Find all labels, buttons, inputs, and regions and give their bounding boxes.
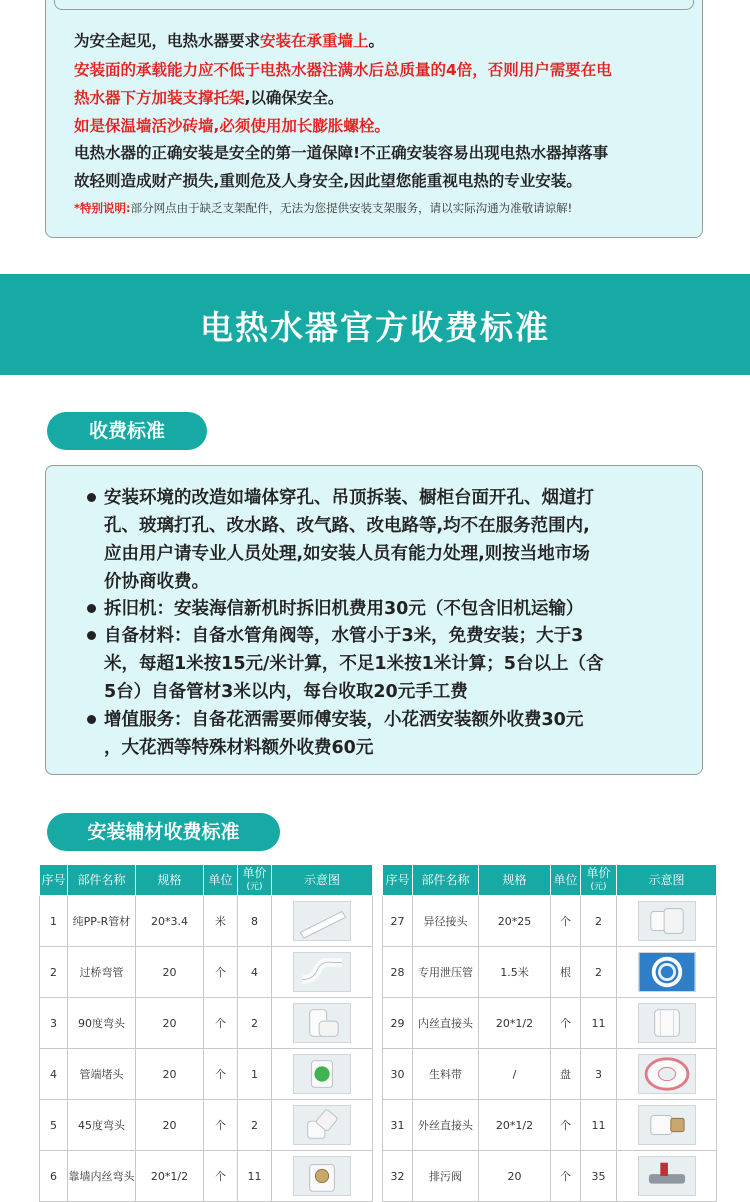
- cell-image: [272, 1100, 373, 1151]
- cell-price: 11: [581, 1100, 617, 1151]
- cell-price: 11: [238, 1151, 272, 1202]
- safety-line-6: 故轻则造成财产损失,重则危及人身安全,因此望您能重视电热的专业安装。: [74, 172, 582, 190]
- header-name: 部件名称: [68, 865, 136, 896]
- materials-table-right: [382, 864, 717, 1202]
- cell-spec: 20: [479, 1151, 551, 1202]
- cell-image: [272, 1151, 373, 1202]
- cell-image: [272, 1049, 373, 1100]
- cell-spec: 1.5米: [479, 947, 551, 998]
- table-row: [40, 1151, 373, 1202]
- cell-spec: 20*1/2: [479, 998, 551, 1049]
- cell-name: 排污阀: [413, 1151, 479, 1202]
- cell-no: 28: [383, 947, 413, 998]
- cell-image: [617, 1100, 717, 1151]
- safety-line-4: 如是保温墙活沙砖墙,必须使用加长膨胀螺栓。: [74, 117, 390, 135]
- cell-image: [617, 947, 717, 998]
- table-row: [383, 1100, 717, 1151]
- cell-unit: 个: [551, 1100, 581, 1151]
- special-note: *特别说明:部分网点由于缺乏支架配件，无法为您提供安装支架服务，请以实际沟通为准敬请谅解!: [74, 201, 573, 215]
- fee-line-own-material: 自备材料：自备水管角阀等，水管小于3米，免费安装；大于3: [104, 626, 584, 646]
- reducer-icon: [638, 901, 696, 941]
- fee-line-old-removal: 拆旧机：安装海信新机时拆旧机费用30元（不包含旧机运输）: [104, 599, 584, 619]
- cell-unit: 米: [204, 896, 238, 947]
- bullet-icon: [87, 604, 96, 613]
- cell-no: 3: [40, 998, 68, 1049]
- header-price: 单价 (元): [581, 865, 617, 896]
- cell-image: [617, 1049, 717, 1100]
- cell-no: 30: [383, 1049, 413, 1100]
- cell-unit: 个: [551, 896, 581, 947]
- cell-price: 1: [238, 1049, 272, 1100]
- safety-inner-frame: [54, 0, 694, 10]
- table-row: [40, 896, 373, 947]
- banner-title: 电热水器官方收费标准: [200, 308, 550, 347]
- cell-unit: 盘: [551, 1049, 581, 1100]
- fee-standard-tag: 收费标准: [47, 412, 207, 450]
- header-image: 示意图: [617, 865, 717, 896]
- fee-line: 安装环境的改造如墙体穿孔、吊顶拆装、橱柜台面开孔、烟道打: [104, 488, 594, 508]
- bullet-icon: [87, 631, 96, 640]
- fee-line: 孔、玻璃打孔、改水路、改气路、改电路等,均不在服务范围内,: [104, 516, 590, 536]
- cell-spec: 20: [136, 998, 204, 1049]
- cell-unit: 个: [204, 1151, 238, 1202]
- table-header-row: [383, 865, 717, 896]
- cell-no: 1: [40, 896, 68, 947]
- cell-no: 5: [40, 1100, 68, 1151]
- cell-unit: 个: [204, 1049, 238, 1100]
- fee-line: 价协商收费。: [104, 572, 209, 592]
- cell-image: [272, 947, 373, 998]
- cell-price: 4: [238, 947, 272, 998]
- table-row: [383, 947, 717, 998]
- cell-no: 31: [383, 1100, 413, 1151]
- fee-standard-banner: [0, 274, 750, 375]
- wall-elbow-icon: [293, 1156, 351, 1196]
- header-unit: 单位: [204, 865, 238, 896]
- table-row: [40, 947, 373, 998]
- cell-name: 过桥弯管: [68, 947, 136, 998]
- table-row: [40, 1100, 373, 1151]
- cell-name: 专用泄压管: [413, 947, 479, 998]
- safety-line-3: 热水器下方加装支撑托架,以确保安全。: [74, 89, 344, 107]
- safety-notice-box: [45, 0, 703, 238]
- cell-spec: 20*25: [479, 896, 551, 947]
- cell-price: 2: [238, 998, 272, 1049]
- bullet-icon: [87, 715, 96, 724]
- fee-line-value-added: 增值服务：自备花洒需要师傅安装，小花洒安装额外收费30元: [104, 710, 584, 730]
- table-row: [383, 998, 717, 1049]
- cell-unit: 个: [204, 947, 238, 998]
- fee-line: 5台）自备管材3米以内，每台收取20元手工费: [104, 682, 468, 702]
- cell-spec: 20: [136, 1100, 204, 1151]
- header-name: 部件名称: [413, 865, 479, 896]
- cell-no: 6: [40, 1151, 68, 1202]
- materials-fee-tag: 安装辅材收费标准: [47, 813, 280, 851]
- cell-spec: 20*1/2: [479, 1100, 551, 1151]
- female-coupling-icon: [638, 1003, 696, 1043]
- cell-name: 生料带: [413, 1049, 479, 1100]
- cell-unit: 根: [551, 947, 581, 998]
- cell-name: 外丝直接头: [413, 1100, 479, 1151]
- cell-spec: 20*1/2: [136, 1151, 204, 1202]
- elbow-90-icon: [293, 1003, 351, 1043]
- drain-valve-icon: [638, 1156, 696, 1196]
- relief-hose-icon: [638, 952, 696, 992]
- cell-name: 异径接头: [413, 896, 479, 947]
- fee-line: ，大花洒等特殊材料额外收费60元: [104, 738, 374, 758]
- cell-no: 32: [383, 1151, 413, 1202]
- bullet-icon: [87, 493, 96, 502]
- table-row: [383, 896, 717, 947]
- safety-line-5: 电热水器的正确安装是安全的第一道保障!不正确安装容易出现电热水器掉落事: [74, 144, 609, 162]
- fee-line: 应由用户请专业人员处理,如安装人员有能力处理,则按当地市场: [104, 544, 590, 564]
- safety-line-2: 安装面的承载能力应不低于电热水器注满水后总质量的4倍，否则用户需要在电: [74, 61, 612, 79]
- cell-price: 2: [581, 896, 617, 947]
- cell-spec: 20: [136, 947, 204, 998]
- bridge-bend-icon: [293, 952, 351, 992]
- cell-no: 27: [383, 896, 413, 947]
- cell-name: 90度弯头: [68, 998, 136, 1049]
- header-unit: 单位: [551, 865, 581, 896]
- table-row: [383, 1049, 717, 1100]
- header-price: 单价 (元): [238, 865, 272, 896]
- ptfe-tape-icon: [638, 1054, 696, 1094]
- cell-price: 3: [581, 1049, 617, 1100]
- cell-no: 2: [40, 947, 68, 998]
- fee-standard-box: [45, 465, 703, 775]
- cell-no: 4: [40, 1049, 68, 1100]
- header-no: 序号: [40, 865, 68, 896]
- end-cap-icon: [293, 1054, 351, 1094]
- cell-unit: 个: [551, 998, 581, 1049]
- cell-price: 2: [581, 947, 617, 998]
- cell-image: [617, 1151, 717, 1202]
- cell-price: 2: [238, 1100, 272, 1151]
- cell-price: 35: [581, 1151, 617, 1202]
- table-row: [383, 1151, 717, 1202]
- cell-spec: /: [479, 1049, 551, 1100]
- pipe-icon: [293, 901, 351, 941]
- cell-spec: 20*3.4: [136, 896, 204, 947]
- elbow-45-icon: [293, 1105, 351, 1145]
- materials-table-left: [39, 864, 373, 1202]
- cell-name: 靠墙内丝弯头: [68, 1151, 136, 1202]
- safety-line-1: 为安全起见，电热水器要求安装在承重墙上。: [74, 32, 385, 50]
- table-row: [40, 998, 373, 1049]
- header-spec: 规格: [136, 865, 204, 896]
- cell-image: [617, 998, 717, 1049]
- cell-name: 45度弯头: [68, 1100, 136, 1151]
- table-header-row: [40, 865, 373, 896]
- cell-image: [617, 896, 717, 947]
- header-image: 示意图: [272, 865, 373, 896]
- cell-unit: 个: [204, 998, 238, 1049]
- header-spec: 规格: [479, 865, 551, 896]
- cell-unit: 个: [551, 1151, 581, 1202]
- cell-unit: 个: [204, 1100, 238, 1151]
- male-coupling-icon: [638, 1105, 696, 1145]
- cell-image: [272, 896, 373, 947]
- cell-name: 管端堵头: [68, 1049, 136, 1100]
- cell-spec: 20: [136, 1049, 204, 1100]
- cell-image: [272, 998, 373, 1049]
- table-row: [40, 1049, 373, 1100]
- cell-no: 29: [383, 998, 413, 1049]
- cell-name: 纯PP-R管材: [68, 896, 136, 947]
- cell-name: 内丝直接头: [413, 998, 479, 1049]
- cell-price: 11: [581, 998, 617, 1049]
- cell-price: 8: [238, 896, 272, 947]
- fee-line: 米，每超1米按15元/米计算，不足1米按1米计算；5台以上（含: [104, 654, 604, 674]
- header-no: 序号: [383, 865, 413, 896]
